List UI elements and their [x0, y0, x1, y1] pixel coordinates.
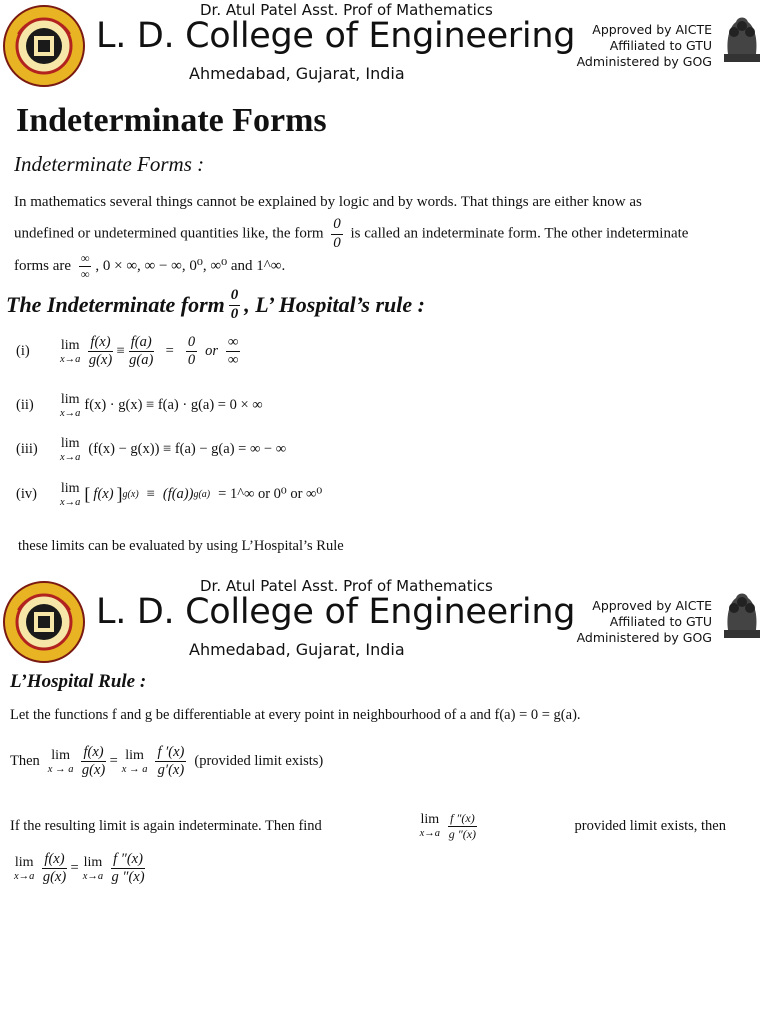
fraction-inf-inf: $\frac{\infty}{\infty}$ [80, 250, 90, 281]
lhospital-rule-subtitle: L’Hospital Rule : [10, 671, 147, 692]
affiliated-text: Affiliated to GTU [609, 614, 712, 629]
accreditation-block [560, 22, 712, 70]
limit-item-iv: (iv) lim x→a [ f(x) ] g(x) ≡ ( f(a) ) g(a) = 1^∞ or 0⁰ or ∞⁰ [16, 481, 323, 508]
closing-line: these limits can be evaluated by using L’Hospital’s Rule [18, 538, 344, 554]
intro-line-1: In mathematics several things cannot be explained by logic and by words. That things are either know as [14, 194, 642, 210]
college-name: L. D. College of Engineering [96, 16, 576, 56]
lhospital-section-title: The Indeterminate form $\frac{0}{0}$ , L’ Hospital’s rule : [6, 287, 425, 322]
college-name: L. D. College of Engineering [96, 592, 576, 632]
college-location: Ahmedabad, Gujarat, India [189, 64, 405, 83]
page-title: Indeterminate Forms [16, 102, 327, 139]
intro-line-3: forms are $\frac{\infty}{\infty}$ , 0 × ∞, ∞ − ∞, 0⁰, ∞⁰ and 1^∞. [14, 250, 286, 281]
section-subtitle: Indeterminate Forms : [14, 152, 205, 176]
affiliated-text: Affiliated to GTU [609, 38, 712, 53]
rule-statement: Let the functions f and g be differentiable at every point in neighbourhood of a and f(a) = 0 = g(a). [10, 707, 581, 723]
national-emblem-icon [716, 584, 768, 656]
limit-item-iii: (iii) lim x→a (f(x) − g(x)) ≡ f(a) − g(a) = ∞ − ∞ [16, 436, 287, 463]
intro-paragraph [14, 188, 734, 281]
page1-header [0, 0, 768, 100]
accreditation-block [560, 598, 712, 646]
limit-item-i: (i) lim x→a $\frac{f(x)}{g(x)}$ ≡ $\frac{f(a)}{g(a)}$ = $\frac{0}{0}$ or $\frac{\infty}{\infty}$ [16, 334, 239, 369]
author-line: Dr. Atul Patel Asst. Prof of Mathematics [200, 577, 493, 595]
limit-item-ii: (ii) lim x→a f(x) · g(x) ≡ f(a) · g(a) = 0 × ∞ [16, 392, 263, 419]
national-emblem-icon [716, 8, 768, 80]
approved-text: Approved by AICTE [592, 598, 712, 613]
college-location: Ahmedabad, Gujarat, India [189, 640, 405, 659]
approved-text: Approved by AICTE [592, 22, 712, 37]
author-line: Dr. Atul Patel Asst. Prof of Mathematics [200, 1, 493, 19]
second-derivative-formula: lim x→a $\frac{f(x)}{g(x)}$ = lim x→a $\frac{f ''(x)}{g ''(x)}$ [14, 851, 145, 886]
page2-header [0, 576, 768, 676]
fraction-zero-zero: $\frac{0}{0}$ [333, 216, 341, 251]
college-logo [2, 580, 86, 664]
second-derivative-line: If the resulting limit is again indeterminate. Then find lim x→a $\frac{f ''(x)}{g ''(x)}$ provided limit exists, then [10, 811, 726, 841]
rule-formula: Then lim x → a $\frac{f(x)}{g(x)}$ = lim x → a $\frac{f '(x)}{g'(x)}$ (provided limit exists) [10, 744, 324, 779]
college-logo [2, 4, 86, 88]
administered-text: Administered by GOG [576, 630, 712, 645]
administered-text: Administered by GOG [576, 54, 712, 69]
intro-line-2: undefined or undetermined quantities like, the form $\frac{0}{0}$ is called an indeterminate form. The other indeterminate [14, 216, 689, 251]
